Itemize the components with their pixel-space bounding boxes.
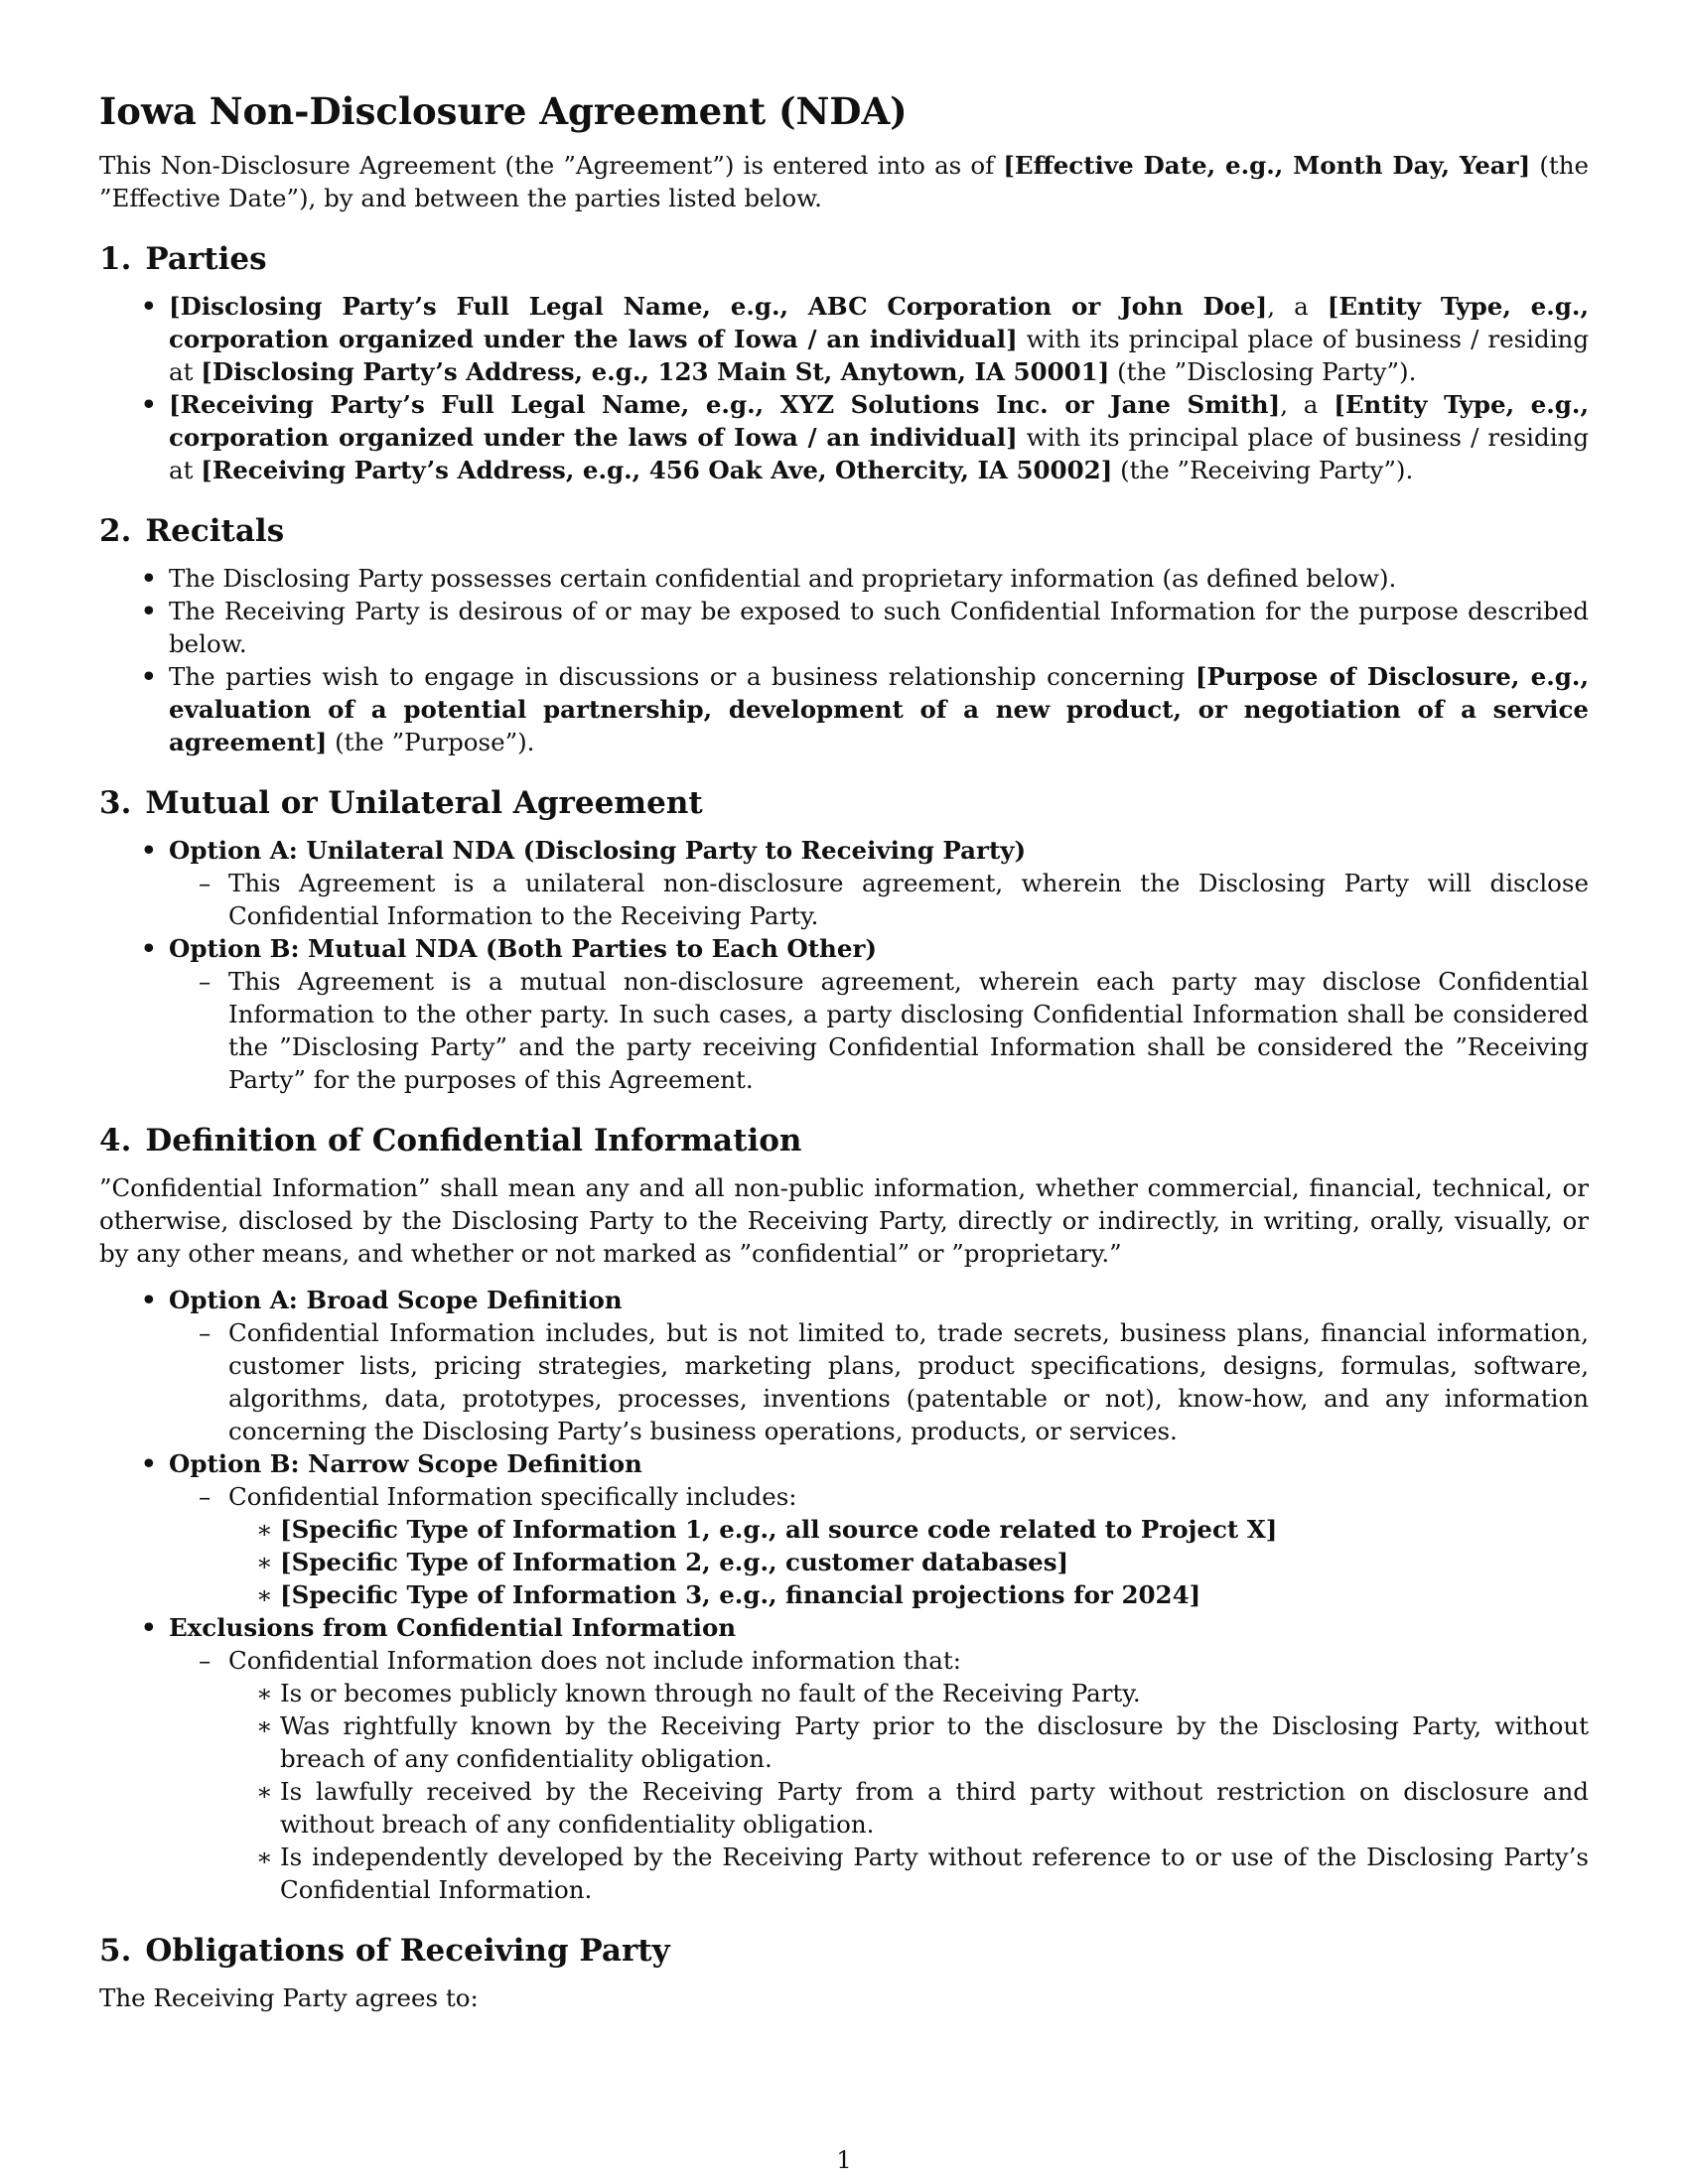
body-text: The parties wish to engage in discussions or a business relationship concerning xyxy=(169,662,1196,691)
obligations-intro: The Receiving Party agrees to: xyxy=(99,1983,479,2012)
section-heading-obligations xyxy=(99,1932,1589,1970)
body-text: (the ”Disclosing Party”). xyxy=(1109,357,1417,386)
list-item-exclusions xyxy=(99,1611,1589,1906)
placeholder-field: [Specific Type of Information 3, e.g., financial projections for 2024] xyxy=(280,1580,1201,1609)
parties-list xyxy=(99,290,1589,486)
option-label: Option A: Broad Scope Definition xyxy=(169,1286,623,1314)
list-item: – Confidential Information includes, but is not limited to, trade secrets, business plans, financial information, customer lists, pricing strategies, marketing plans, product specifications, designs, formulas, software, algorithms, data, prototypes, processes, inventions (patentable or not), know-how, and any information concerning the Disclosing Party’s business operations, products, or services. xyxy=(169,1316,1589,1447)
body-text: , a xyxy=(1280,390,1335,419)
placeholder-field: [Specific Type of Information 2, e.g., customer databases] xyxy=(280,1548,1069,1576)
placeholder-field: [Receiving Party’s Full Legal Name, e.g., XYZ Solutions Inc. or Jane Smith] xyxy=(169,390,1281,419)
list-item xyxy=(228,1578,1589,1611)
option-label: Option B: Mutual NDA (Both Parties to Each Other) xyxy=(169,934,877,963)
section-title: Obligations of Receiving Party xyxy=(145,1933,670,1969)
placeholder-field: [Entity Type, e.g., corporation organized under the laws of Iowa / an individual] xyxy=(169,390,1589,452)
option-label: Exclusions from Confidential Information xyxy=(169,1613,737,1642)
list-item-option-a xyxy=(99,834,1589,932)
section-heading-recitals xyxy=(99,512,1589,550)
agreement-type-list xyxy=(99,834,1589,1096)
list-item-purpose xyxy=(99,660,1589,758)
list-item: ∗ Is lawfully received by the Receiving Party from a third party without restriction on disclosure and without breach of any confidentiality obligation. xyxy=(228,1775,1589,1841)
list-item: ∗ Was rightfully known by the Receiving Party prior to the disclosure by the Disclosing Party, without breach of any confidentiality obligation. xyxy=(228,1709,1589,1775)
section-number: 1. xyxy=(99,241,132,277)
sub-sub-list xyxy=(228,1513,1589,1611)
sub-list xyxy=(169,1316,1589,1447)
list-item-option-b xyxy=(99,1447,1589,1611)
section-heading-mutual-unilateral xyxy=(99,784,1589,822)
list-item-option-a xyxy=(99,1284,1589,1447)
placeholder-field: [Disclosing Party’s Full Legal Name, e.g., ABC Corporation or John Doe] xyxy=(169,292,1268,321)
body-text: , a xyxy=(1267,292,1328,321)
option-label: Option A: Unilateral NDA (Disclosing Party to Receiving Party) xyxy=(169,836,1027,865)
sub-list xyxy=(169,965,1589,1096)
placeholder-field: [Disclosing Party’s Address, e.g., 123 Main St, Anytown, IA 50001] xyxy=(201,357,1110,386)
list-item xyxy=(228,1513,1589,1546)
list-item: – This Agreement is a mutual non-disclosure agreement, wherein each party may disclose Confidential Information to the other party. In such cases, a party disclosing Confidential Information shall be considered the ”Disclosing Party” and the party receiving Confidential Information shall be considered the ”Receiving Party” for the purposes of this Agreement. xyxy=(169,965,1589,1096)
section-number: 3. xyxy=(99,785,132,821)
section-number: 2. xyxy=(99,513,132,549)
section-number: 4. xyxy=(99,1123,132,1159)
list-item xyxy=(169,1480,1589,1611)
placeholder-field: [Receiving Party’s Address, e.g., 456 Oak Ave, Othercity, IA 50002] xyxy=(201,456,1113,484)
section-number: 5. xyxy=(99,1933,132,1969)
section-title: Recitals xyxy=(145,513,285,549)
list-item: – This Agreement is a unilateral non-disclosure agreement, wherein the Disclosing Party will disclose Confidential Information to the Receiving Party. xyxy=(169,867,1589,932)
definition-options-list xyxy=(99,1284,1589,1906)
list-item-disclosing-party xyxy=(99,290,1589,388)
intro-text: This Non-Disclosure Agreement (the ”Agreement”) is entered into as of xyxy=(99,151,1004,180)
spacer xyxy=(99,1270,1589,1284)
document-title: Iowa Non-Disclosure Agreement (NDA) xyxy=(99,89,908,133)
sub-list xyxy=(169,867,1589,932)
list-item-option-b xyxy=(99,932,1589,1096)
list-item xyxy=(228,1546,1589,1578)
placeholder-field: [Purpose of Disclosure, e.g., evaluation of a potential partnership, development of a new product, or negotiation of a service agreement] xyxy=(169,662,1589,756)
sub-list xyxy=(169,1644,1589,1906)
document-page xyxy=(99,89,1589,2014)
sub-sub-list xyxy=(228,1677,1589,1906)
list-item: • The Disclosing Party possesses certain confidential and proprietary information (as defined below). xyxy=(99,562,1589,595)
list-item: ∗ Is independently developed by the Receiving Party without reference to or use of the Disclosing Party’s Confidential Information. xyxy=(228,1841,1589,1906)
definition-paragraph: ”Confidential Information” shall mean any and all non-public information, whether commercial, financial, technical, or otherwise, disclosed by the Disclosing Party to the Receiving Party, directly or indirectly, in writing, orally, visually, or by any other means, and whether or not marked as ”confidential” or ”proprietary.” xyxy=(99,1173,1589,1268)
list-item-receiving-party xyxy=(99,388,1589,486)
body-text: with its principal place of business / residing at xyxy=(169,423,1590,484)
section-title: Parties xyxy=(145,241,267,277)
section-heading-parties xyxy=(99,240,1589,278)
body-text: Confidential Information specifically includes: xyxy=(228,1482,797,1511)
sub-list xyxy=(169,1480,1589,1611)
section-title: Definition of Confidential Information xyxy=(145,1123,802,1159)
intro-paragraph xyxy=(99,149,1589,214)
list-item xyxy=(169,1644,1589,1906)
section-title: Mutual or Unilateral Agreement xyxy=(145,785,703,821)
list-item: ∗ Is or becomes publicly known through no fault of the Receiving Party. xyxy=(228,1677,1589,1709)
section-heading-definition xyxy=(99,1122,1589,1160)
body-text: (the ”Purpose”). xyxy=(327,728,535,756)
option-label: Option B: Narrow Scope Definition xyxy=(169,1449,642,1478)
effective-date-placeholder: [Effective Date, e.g., Month Day, Year] xyxy=(1003,151,1531,180)
list-item: • The Receiving Party is desirous of or may be exposed to such Confidential Information for the purpose described below. xyxy=(99,595,1589,660)
page-number: 1 xyxy=(836,2146,852,2174)
intro-text: (the ”Effective Date”), by and between the parties listed below. xyxy=(99,151,1590,212)
recitals-list xyxy=(99,562,1589,758)
body-text: (the ”Receiving Party”). xyxy=(1112,456,1414,484)
placeholder-field: [Specific Type of Information 1, e.g., all source code related to Project X] xyxy=(280,1515,1278,1544)
placeholder-field: [Entity Type, e.g., corporation organized under the laws of Iowa / an individual] xyxy=(169,292,1589,353)
body-text: with its principal place of business / residing at xyxy=(169,325,1590,386)
body-text: Confidential Information does not include information that: xyxy=(228,1646,962,1675)
